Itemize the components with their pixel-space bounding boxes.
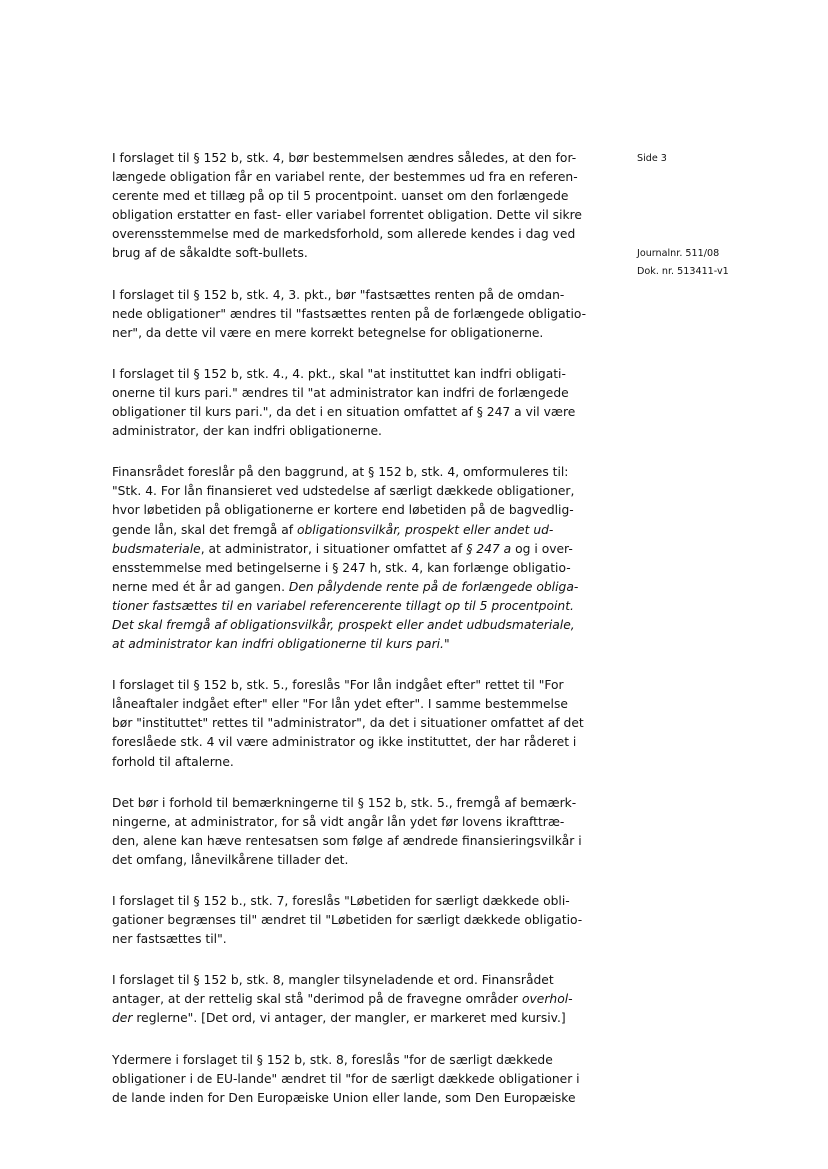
text-segment: Det bør i forhold til bemærkningerne til § 152 b, stk. 5., fremgå af bemærk- (112, 795, 577, 810)
text-line (112, 422, 612, 441)
text-line (112, 187, 612, 206)
text-segment: hvor løbetiden på obligationerne er kortere end løbetiden på de bagvedlig- (112, 503, 574, 518)
italic-text: der (112, 1011, 133, 1026)
text-segment: ner fastsættes til". (112, 932, 227, 947)
italic-text: budsmateriale (112, 541, 201, 556)
paragraph (112, 463, 612, 654)
text-line (112, 1070, 612, 1089)
paragraph (112, 1051, 612, 1108)
paragraph (112, 286, 612, 343)
text-line (112, 324, 612, 343)
paragraph (112, 365, 612, 441)
text-line (112, 559, 612, 578)
paragraph (112, 892, 612, 949)
text-line (112, 851, 612, 870)
text-segment: overensstemmelse med de markedsforhold, som allerede kendes i dag ved (112, 227, 576, 242)
text-segment: og i over- (511, 541, 573, 556)
text-segment: ensstemmelse med betingelserne i § 247 h, stk. 4, kan forlænge obligatio- (112, 560, 571, 575)
text-line (112, 206, 612, 225)
text-line (112, 501, 612, 520)
text-line (112, 911, 612, 930)
text-segment: cerente med et tillæg på op til 5 procentpoint. uanset om den forlængede (112, 189, 569, 204)
text-line (112, 1009, 612, 1028)
text-segment: I forslaget til § 152 b, stk. 4., 4. pkt., skal "at instituttet kan indfri obligati- (112, 366, 566, 381)
text-segment: obligation erstatter en fast- eller variabel forrentet obligation. Dette vil sikre (112, 208, 582, 223)
text-line (112, 244, 612, 263)
text-line (112, 990, 612, 1009)
text-segment: ningerne, at administrator, for så vidt angår lån ydet før lovens ikrafttræ- (112, 814, 565, 829)
text-line (112, 616, 612, 635)
text-line (112, 635, 612, 654)
letter-body (112, 149, 612, 1130)
italic-text: obligationsvilkår, prospekt eller andet ud- (296, 522, 554, 537)
text-line (112, 676, 612, 695)
text-segment: , at administrator, i situationer omfattet af (200, 541, 467, 556)
text-segment: nede obligationer" ændres til "fastsættes renten på de forlængede obligatio- (112, 306, 587, 321)
page-number: Side 3 (637, 153, 667, 164)
text-segment: det omfang, lånevilkårene tillader det. (112, 852, 349, 867)
paragraph (112, 676, 612, 771)
text-segment: den, alene kan hæve rentesatsen som følge af ændrede finansieringsvilkår i (112, 833, 582, 848)
text-line (112, 403, 612, 422)
italic-text: Det skal fremgå af obligationsvilkår, prospekt eller andet udbudsmateriale, (112, 617, 575, 632)
text-line (112, 753, 612, 772)
text-segment: "Stk. 4. For lån finansieret ved udstedelse af særligt dækkede obligationer, (112, 484, 575, 499)
text-segment: bør "instituttet" rettes til "administrator", da det i situationer omfattet af det (112, 716, 584, 731)
italic-text: § 247 a (466, 541, 512, 556)
text-segment: obligationer i de EU-lande" ændret til "for de særligt dækkede obligationer i (112, 1071, 580, 1086)
text-segment: brug af de såkaldte soft-bullets. (112, 246, 308, 261)
text-segment: I forslaget til § 152 b., stk. 7, foreslås "Løbetiden for særligt dækkede obli- (112, 894, 570, 908)
text-segment: låneaftaler indgået efter" eller "For lån ydet efter". I samme bestemmelse (112, 697, 568, 712)
text-segment: de lande inden for Den Europæiske Union eller lande, som Den Europæiske (112, 1090, 576, 1105)
italic-text: tioner fastsættes til en variabel referencerente tillagt op til 5 procentpoint. (112, 598, 574, 613)
text-line (112, 695, 612, 714)
text-segment: længede obligation får en variabel rente, der bestemmes ud fra en referen- (112, 170, 578, 185)
text-line (112, 1089, 612, 1108)
text-line (112, 714, 612, 733)
text-line (112, 597, 612, 616)
text-segment: antager, at der rettelig skal stå "derimod på de fravegne områder (112, 992, 522, 1007)
italic-text: Den pålydende rente på de forlængede obliga- (288, 579, 579, 594)
text-line (112, 521, 612, 540)
text-line (112, 384, 612, 403)
text-line (112, 794, 612, 813)
text-segment: " (443, 637, 450, 652)
paragraph (112, 971, 612, 1028)
text-line (112, 971, 612, 990)
text-segment: Ydermere i forslaget til § 152 b, stk. 8, foreslås "for de særligt dækkede (112, 1052, 553, 1067)
text-segment: onerne til kurs pari." ændres til "at administrator kan indfri de forlængede (112, 385, 569, 400)
text-segment: I forslaget til § 152 b, stk. 4, 3. pkt., bør "fastsættes renten på de omdan- (112, 287, 565, 302)
paragraph (112, 149, 612, 264)
text-line (112, 365, 612, 384)
text-line (112, 813, 612, 832)
text-segment: nerne med ét år ad gangen. (112, 579, 289, 594)
text-segment: obligationer til kurs pari.", da det i en situation omfattet af § 247 a vil være (112, 405, 576, 420)
text-line (112, 540, 612, 559)
italic-text: overhol- (522, 992, 573, 1007)
text-line (112, 930, 612, 949)
document-reference (637, 245, 797, 281)
text-segment: gende lån, skal det fremgå af (112, 522, 297, 537)
text-line (112, 286, 612, 305)
text-segment: foreslåede stk. 4 vil være administrator og ikke instituttet, der har råderet i (112, 735, 577, 750)
journal-number: Journalnr. 511/08 (637, 248, 720, 259)
text-segment: I forslaget til § 152 b, stk. 8, mangler tilsyneladende et ord. Finansrådet (112, 973, 554, 988)
text-segment: reglerne". [Det ord, vi antager, der mangler, er markeret med kursiv.] (132, 1011, 566, 1026)
text-line (112, 305, 612, 324)
document-number: Dok. nr. 513411-v1 (637, 266, 729, 277)
text-line (112, 149, 612, 168)
text-segment: forhold til aftalerne. (112, 754, 234, 769)
text-segment: I forslaget til § 152 b, stk. 5., foreslås "For lån indgået efter" rettet til "For (112, 678, 564, 693)
text-segment: administrator, der kan indfri obligationerne. (112, 424, 382, 439)
text-line (112, 225, 612, 244)
text-line (112, 463, 612, 482)
text-line (112, 733, 612, 752)
text-segment: ner", da dette vil være en mere korrekt betegnelse for obligationerne. (112, 325, 544, 340)
text-line (112, 168, 612, 187)
text-segment: I forslaget til § 152 b, stk. 4, bør bestemmelsen ændres således, at den for- (112, 151, 577, 165)
paragraph (112, 794, 612, 870)
italic-text: at administrator kan indfri obligationerne til kurs pari. (112, 637, 444, 652)
text-line (112, 832, 612, 851)
text-line (112, 1051, 612, 1070)
text-line (112, 482, 612, 501)
text-segment: gationer begrænses til" ændret til "Løbetiden for særligt dækkede obligatio- (112, 913, 583, 928)
text-line (112, 578, 612, 597)
text-segment: Finansrådet foreslår på den baggrund, at § 152 b, stk. 4, omformuleres til: (112, 465, 569, 480)
text-line (112, 892, 612, 911)
